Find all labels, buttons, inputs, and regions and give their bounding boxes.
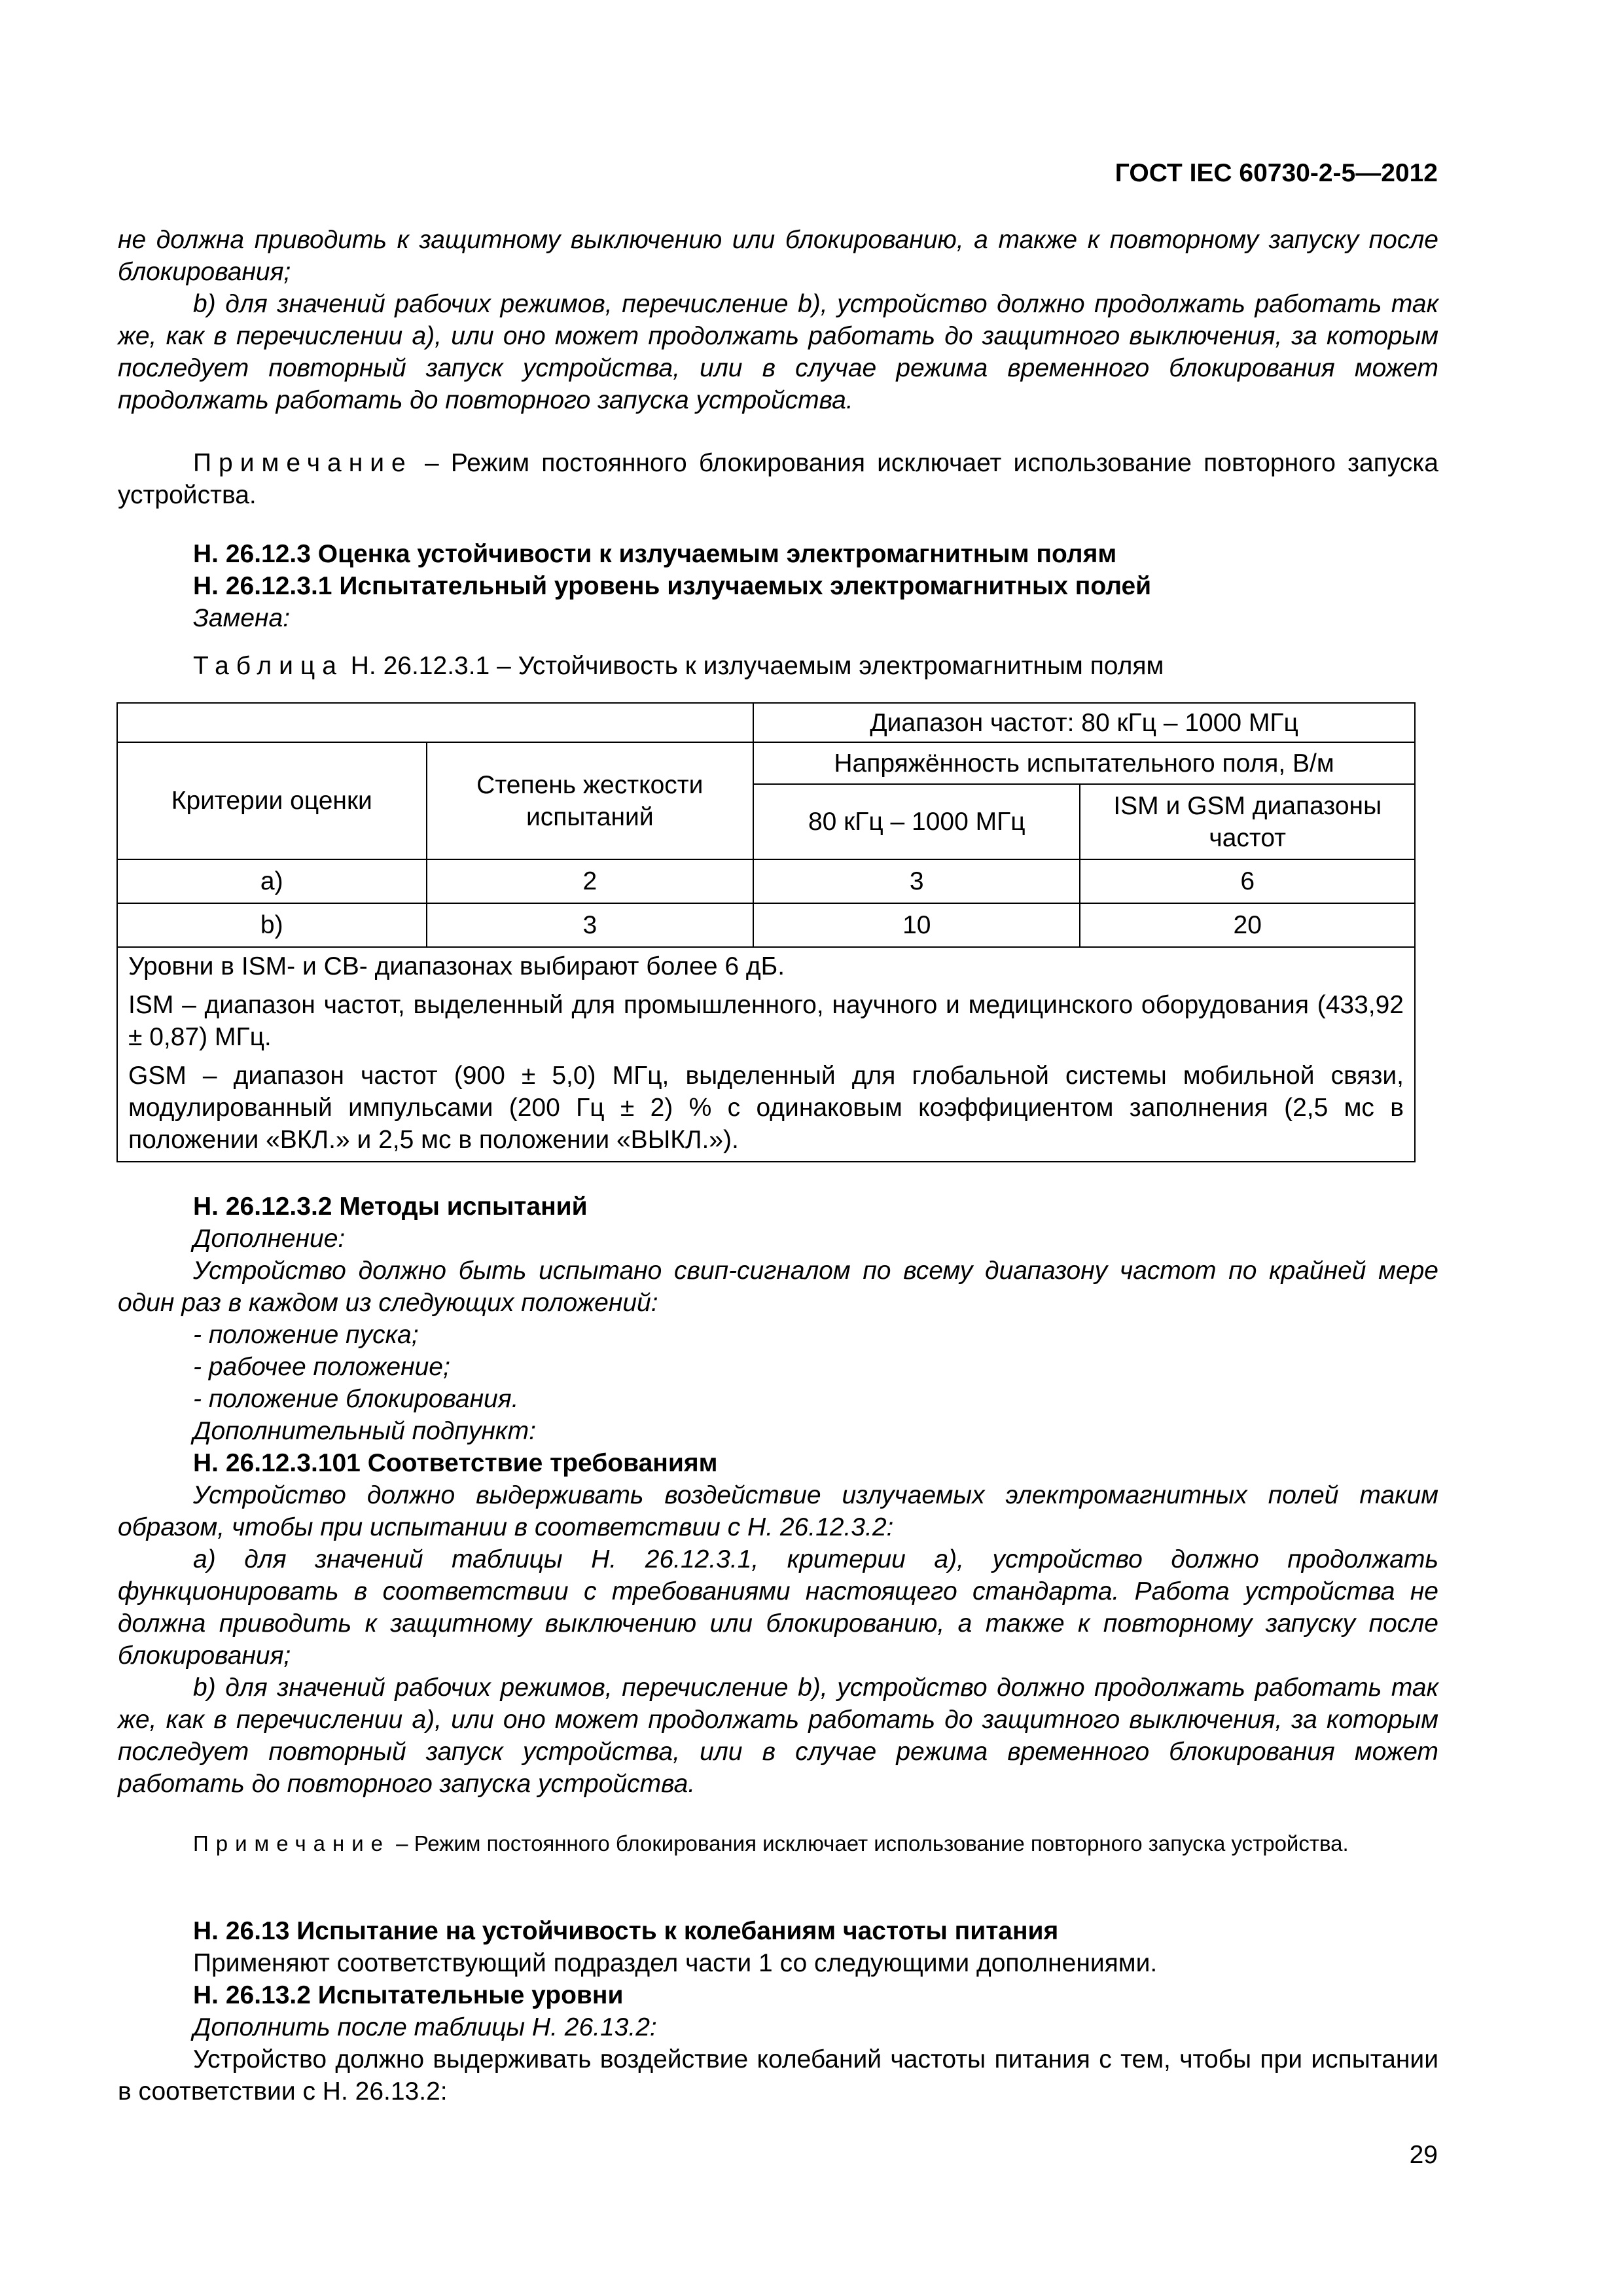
list-item: - положение блокирования. xyxy=(193,1385,519,1413)
table-note: Уровни в ISM- и СВ- диапазонах выбирают более 6 дБ. xyxy=(128,952,785,980)
list-item: - положение пуска; xyxy=(193,1321,419,1349)
note xyxy=(118,447,1438,511)
range2-header: ISM и GSM диапазоны частот xyxy=(1080,784,1415,859)
range1-header: 80 кГц – 1000 МГц xyxy=(753,784,1080,859)
note xyxy=(118,1829,1438,1858)
instruction: Дополнение: xyxy=(193,1225,346,1253)
instruction: Дополнительный подпункт: xyxy=(193,1417,536,1445)
section-heading: Н. 26.13 Испытание на устойчивость к колебаниям частоты питания xyxy=(193,1917,1059,1945)
table-cell: a) xyxy=(117,859,427,903)
instruction: Замена: xyxy=(193,604,291,632)
paragraph: a) для значений таблицы Н. 26.12.3.1, критерии а), устройство должно продолжать функционировать в соответствии с требованиями настоящего стандарта. Работа устройства не должна приводить к защитному выключению или блокированию, а также к повторному запуску после блокирования; xyxy=(118,1545,1438,1670)
note-text: – Режим постоянного блокирования исключает использование повторного запуска устройства. xyxy=(390,1831,1349,1856)
paragraph: Устройство должно выдерживать воздействие излучаемых электромагнитных полей таким образом, чтобы при испытании в соответствии с Н. 26.12.3.2: xyxy=(118,1481,1438,1541)
list-item: - рабочее положение; xyxy=(193,1353,450,1381)
table-notes xyxy=(117,947,1415,1162)
paragraph: Применяют соответствующий подраздел части 1 со следующими дополнениями. xyxy=(193,1949,1158,1977)
table-cell: 20 xyxy=(1080,903,1415,947)
section-heading: Н. 26.12.3.1 Испытательный уровень излучаемых электромагнитных полей xyxy=(193,572,1152,600)
section-heading: Н. 26.13.2 Испытательные уровни xyxy=(193,1981,624,2009)
note-label: Примечание xyxy=(193,1831,391,1856)
note-text: – Режим постоянного блокирования исключает использование повторного запуска устройства. xyxy=(118,449,1438,509)
table-cell: 3 xyxy=(753,859,1080,903)
section-heading: Н. 26.12.3.2 Методы испытаний xyxy=(193,1193,588,1221)
paragraph: b) для значений рабочих режимов, перечисление b), устройство должно продолжать работать так же, как в перечислении a), или оно может продолжать работать до защитного выключения, за которым последует повторный запуск устройства, или в случае режима временного блокирования может продолжать работать до повторного запуска устройства. xyxy=(118,290,1438,414)
field-strength-header: Напряжённость испытательного поля, В/м xyxy=(753,742,1415,784)
immunity-table xyxy=(116,702,1416,1162)
severity-header: Степень жесткости испытаний xyxy=(427,742,754,859)
paragraph: не должна приводить к защитному выключению или блокированию, а также к повторному запуску после блокирования; xyxy=(118,226,1438,286)
note-label: Примечание xyxy=(193,449,413,477)
section-heading: Н. 26.12.3.101 Соответствие требованиям xyxy=(193,1449,718,1477)
table-caption xyxy=(118,650,1438,682)
table-cell: 2 xyxy=(427,859,754,903)
table-cell: b) xyxy=(117,903,427,947)
table-row xyxy=(117,859,1415,903)
table-caption-text: Н. 26.12.3.1 – Устойчивость к излучаемым электромагнитным полям xyxy=(343,652,1164,680)
position-list xyxy=(118,1319,1438,1415)
table-note: ISM – диапазон частот, выделенный для промышленного, научного и медицинского оборудования (433,92 ± 0,87) МГц. xyxy=(128,991,1404,1051)
page-number: 29 xyxy=(1409,2141,1438,2169)
table-row xyxy=(117,903,1415,947)
instruction: Дополнить после таблицы Н. 26.13.2: xyxy=(193,2013,657,2041)
table-caption-label: Таблица xyxy=(193,652,344,680)
table-cell: 10 xyxy=(753,903,1080,947)
paragraph: Устройство должно быть испытано свип-сигналом по всему диапазону частот по крайней мере один раз в каждом из следующих положений: xyxy=(118,1257,1438,1317)
table-cell: 3 xyxy=(427,903,754,947)
section-heading: Н. 26.12.3 Оценка устойчивости к излучаемым электромагнитным полям xyxy=(193,540,1117,568)
paragraph: b) для значений рабочих режимов, перечисление b), устройство должно продолжать работать так же, как в перечислении a), или оно может продолжать работать до защитного выключения, за которым последует повторный запуск устройства, или в случае режима временного блокирования может работать до повторного запуска устройства. xyxy=(118,1674,1438,1798)
document-header: ГОСТ IEC 60730-2-5—2012 xyxy=(1115,159,1438,187)
table-note: GSM – диапазон частот (900 ± 5,0) МГц, выделенный для глобальной системы мобильной связи, модулированный импульсами (200 Гц ± 2) % с одинаковым коэффициентом заполнения (2,5 мс в положении «ВКЛ.» и 2,5 мс в положении «ВЫКЛ.»). xyxy=(128,1062,1404,1154)
freq-range-header: Диапазон частот: 80 кГц – 1000 МГц xyxy=(753,703,1415,742)
empty-header-cell xyxy=(117,703,753,742)
table-cell: 6 xyxy=(1080,859,1415,903)
criteria-header: Критерии оценки xyxy=(117,742,427,859)
paragraph: Устройство должно выдерживать воздействие колебаний частоты питания с тем, чтобы при испытании в соответствии с Н. 26.13.2: xyxy=(118,2045,1438,2106)
